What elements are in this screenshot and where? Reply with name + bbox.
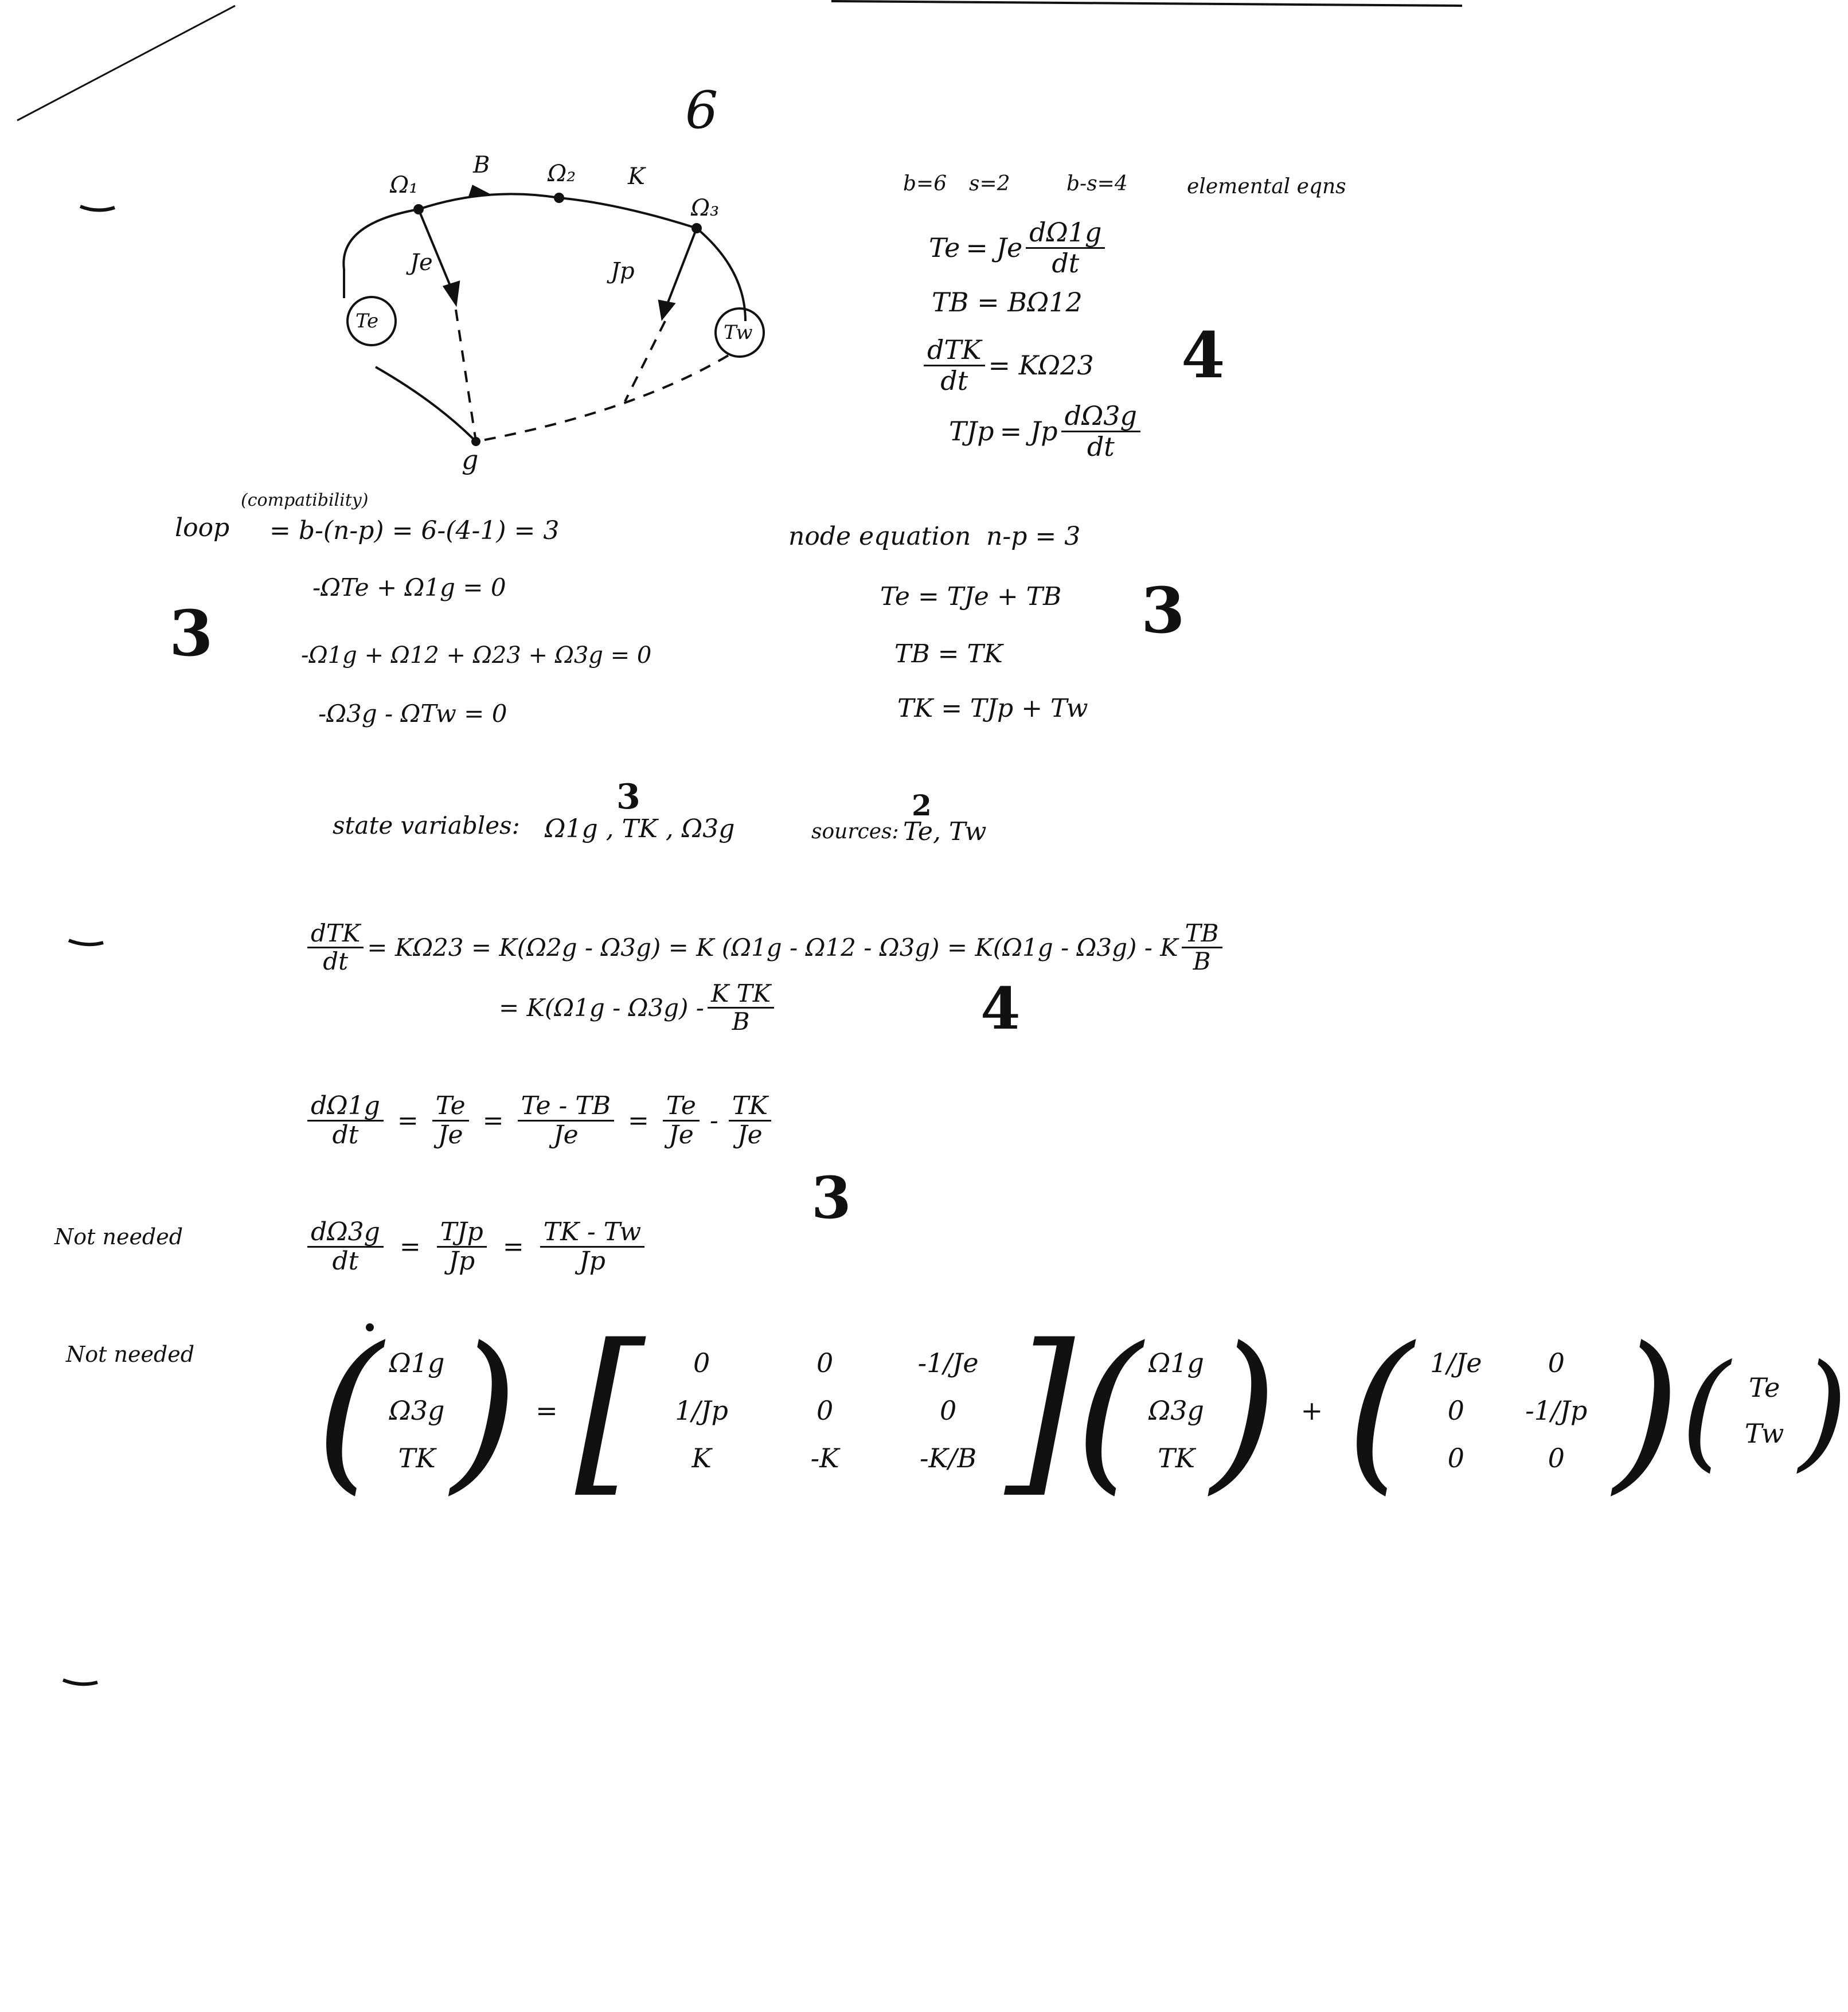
arrow-B (470, 186, 487, 195)
deriv2-f1-num: Te (432, 1092, 469, 1122)
state-space-equation (315, 1307, 1848, 1514)
x-open-paren: ( (1075, 1310, 1142, 1510)
deriv1-line2-num: K TK (708, 980, 774, 1009)
B-close-paren: ) (1613, 1310, 1681, 1510)
system-graph (343, 186, 764, 445)
element-label-K: K (628, 163, 645, 190)
node-label: node equation (788, 522, 971, 551)
deriv3-lhs-den: dt (332, 1247, 359, 1276)
lhs-entry: Ω1g (389, 1347, 445, 1378)
branch-B (419, 194, 559, 209)
loop-eq-2: -Ω1g + Ω12 + Ω23 + Ω3g = 0 (301, 642, 652, 669)
not-needed-note-1: Not needed (54, 1224, 183, 1249)
loop-count: = b-(n-p) = 6-(4-1) = 3 (269, 516, 560, 545)
deriv1-line2-frac (708, 980, 774, 1035)
x-entry: Ω1g (1148, 1347, 1205, 1378)
hole-punch-mark (63, 1680, 97, 1684)
node-eq-1: Te = TJe + TB (880, 582, 1062, 611)
eq1-frac (1026, 218, 1105, 278)
deriv-TK-line1 (304, 920, 1226, 975)
deriv-O1g (304, 1092, 775, 1150)
branch-Jp-ground (476, 355, 728, 442)
branch-K (559, 198, 697, 228)
deriv1-frac-num: TB (1182, 920, 1222, 948)
node-label-g: g (462, 444, 479, 475)
page-number: 6 (685, 80, 718, 140)
element-label-B: B (473, 152, 490, 178)
equals-sign: = (536, 1395, 558, 1426)
B-entry: -1/Jp (1525, 1394, 1588, 1426)
deriv2-f3 (663, 1092, 700, 1150)
B-col-1 (1413, 1339, 1499, 1482)
hole-punch-mark (80, 206, 115, 210)
A-close-bracket: ] (1005, 1307, 1075, 1514)
B-entry: 0 (1447, 1394, 1464, 1426)
deriv3-f1 (437, 1218, 487, 1276)
not-needed-note-2: Not needed (66, 1342, 195, 1367)
A-entry: 0 (939, 1394, 957, 1426)
deriv1-frac-den: B (1193, 947, 1211, 976)
source-label-Tw: Tw (724, 321, 753, 344)
A-entry: -K (810, 1443, 839, 1474)
loop-eq-1: -ΩTe + Ω1g = 0 (312, 573, 506, 601)
x-vector (1142, 1339, 1211, 1482)
node-3-dot (693, 224, 701, 232)
u-vector (1730, 1365, 1799, 1456)
eq3-num: dTK (924, 335, 985, 366)
deriv-TK-line2 (499, 980, 778, 1035)
eq4-num: dΩ3g (1061, 401, 1140, 432)
lhs-entry: TK (398, 1443, 436, 1474)
deriv1-lhs-frac (307, 920, 364, 975)
lhs-open-paren: ( (315, 1310, 383, 1510)
deriv3-f2-num: TK - Tw (540, 1218, 645, 1248)
deriv1-line2-den: B (732, 1007, 750, 1036)
branch-Te-upper (343, 209, 419, 298)
branch-Tw-upper (697, 228, 745, 321)
eq3-den: dt (940, 365, 968, 396)
deriv1-frac (1182, 920, 1222, 975)
branch-Te-lower (376, 367, 476, 442)
elemental-eq-1 (929, 218, 1108, 278)
lhs-close-paren: ) (451, 1310, 519, 1510)
elemental-eqns-label: elemental eqns (1187, 175, 1346, 198)
B-entry: 1/Je (1430, 1347, 1482, 1378)
deriv2-f2-den: Je (553, 1120, 579, 1150)
eq4-den: dt (1087, 431, 1115, 462)
deriv-O3g (304, 1218, 648, 1276)
node-label-1: Ω₁ (390, 172, 419, 198)
A-entry: -K/B (919, 1443, 977, 1474)
eq1-num: dΩ1g (1026, 218, 1105, 249)
A-entry: 0 (816, 1347, 834, 1378)
deriv1-lhs-num: dTK (307, 920, 364, 948)
score-deriv2: 3 (811, 1164, 851, 1232)
state-vars: Ω1g , TK , Ω3g (545, 814, 735, 843)
A-entry: 1/Jp (675, 1394, 728, 1426)
deriv2-minus: - (709, 1106, 718, 1136)
loop-eq-3: -Ω3g - ΩTw = 0 (318, 700, 507, 728)
x-close-paren: ) (1210, 1310, 1278, 1510)
B-open-paren: ( (1346, 1310, 1413, 1510)
node-label-3: Ω₃ (691, 195, 720, 221)
B-entry: 0 (1548, 1347, 1565, 1378)
elemental-eq-4 (949, 401, 1144, 461)
branch-Je-ground (456, 310, 476, 442)
score-node: 3 (1141, 573, 1185, 647)
score-loop: 3 (169, 596, 213, 670)
deriv1-rhs1: = KΩ23 = K(Ω2g - Ω3g) = K (Ω1g - Ω12 - Ω3g) = K(Ω1g - Ω3g) - K (367, 933, 1178, 962)
deriv2-lhs-frac (307, 1092, 384, 1150)
element-label-Je: Je (410, 249, 433, 276)
deriv3-f1-den: Jp (448, 1247, 475, 1276)
arrow-Jp (659, 301, 674, 318)
x-entry: TK (1158, 1443, 1195, 1474)
elemental-eq-2: TB = BΩ12 (932, 287, 1083, 318)
deriv2-eq3: = (628, 1106, 649, 1136)
u-entry: Te (1748, 1372, 1780, 1403)
eq3-frac (924, 335, 985, 395)
deriv2-f2-num: Te - TB (518, 1092, 615, 1122)
deriv3-f1-num: TJp (437, 1218, 487, 1248)
A-col-2 (759, 1339, 891, 1482)
deriv2-eq2: = (482, 1106, 504, 1136)
deriv2-eq1: = (397, 1106, 419, 1136)
deriv2-f3-den: Je (669, 1120, 694, 1150)
deriv1-lhs-den: dt (323, 947, 349, 976)
branch-Jp (665, 228, 697, 310)
loop-label: loop (175, 513, 230, 542)
deriv3-f2 (540, 1218, 645, 1276)
node-label-2: Ω₂ (548, 161, 576, 187)
node-count: n-p = 3 (986, 522, 1081, 551)
node-eq-3: TK = TJp + Tw (897, 694, 1088, 723)
top-right-stroke (831, 1, 1462, 6)
deriv3-eq2: = (502, 1232, 524, 1262)
deriv2-f1 (432, 1092, 469, 1150)
elemental-eq-3 (920, 335, 1094, 395)
node-2-dot (555, 194, 563, 202)
eq1-den: dt (1052, 247, 1080, 279)
deriv3-lhs-num: dΩ3g (307, 1218, 384, 1248)
state-label: state variables: (333, 811, 520, 839)
state-count: 3 (616, 777, 640, 817)
sources-count: 2 (912, 788, 932, 822)
B-col-2 (1499, 1339, 1613, 1482)
source-label-Te: Te (355, 310, 379, 333)
u-open-paren: ( (1681, 1337, 1730, 1484)
eq1-mid: = Je (966, 232, 1023, 264)
eq4-lhs: TJp (949, 416, 994, 447)
A-entry: 0 (816, 1394, 834, 1426)
A-entry: -1/Je (917, 1347, 979, 1378)
eq4-frac (1061, 401, 1140, 461)
loop-annotation: (compatibility) (241, 490, 369, 510)
deriv2-f4-den: Je (737, 1120, 763, 1150)
deriv2-f2 (518, 1092, 615, 1150)
u-close-paren: ) (1799, 1337, 1848, 1484)
branch-Jp-dashed (625, 321, 665, 401)
deriv2-lhs-den: dt (332, 1120, 359, 1150)
x-entry: Ω3g (1148, 1394, 1205, 1426)
A-entry: K (691, 1443, 712, 1474)
lhs-vector (382, 1339, 451, 1482)
score-deriv1: 4 (980, 975, 1021, 1042)
sources-label: sources: (811, 820, 899, 843)
sources-list: Te, Tw (903, 817, 987, 846)
eq1-lhs: Te (929, 232, 960, 264)
count-b: b=6 (903, 172, 947, 196)
A-col-1 (644, 1339, 759, 1482)
A-open-bracket: [ (575, 1307, 644, 1514)
deriv1-line2: = K(Ω1g - Ω3g) - (499, 994, 704, 1022)
count-b-minus-s: b-s=4 (1066, 172, 1128, 196)
eq4-mid: = Jp (999, 416, 1058, 447)
u-entry: Tw (1744, 1418, 1784, 1449)
deriv2-f1-den: Je (437, 1120, 463, 1150)
plus-sign: + (1300, 1395, 1323, 1426)
score-elemental: 4 (1181, 318, 1225, 392)
lhs-entry: Ω3g (389, 1394, 445, 1426)
deriv3-lhs-frac (307, 1218, 384, 1276)
node-1-dot (415, 205, 423, 213)
deriv2-f4-num: TK (729, 1092, 771, 1122)
node-eq-2: TB = TK (894, 639, 1003, 669)
deriv2-f4 (729, 1092, 771, 1150)
arrow-Je (444, 282, 459, 304)
eq3-rhs: = KΩ23 (988, 350, 1094, 381)
deriv3-eq1: = (399, 1232, 421, 1262)
A-entry: 0 (693, 1347, 710, 1378)
deriv2-lhs-num: dΩ1g (307, 1092, 384, 1122)
count-s: s=2 (969, 172, 1010, 196)
B-entry: 0 (1447, 1443, 1464, 1474)
top-left-stroke (17, 6, 235, 120)
deriv3-f2-den: Jp (579, 1247, 605, 1276)
B-entry: 0 (1548, 1443, 1565, 1474)
element-label-Jp: Jp (611, 258, 635, 284)
A-col-3 (891, 1339, 1006, 1482)
hole-punch-mark (69, 940, 103, 944)
deriv2-f3-num: Te (663, 1092, 700, 1122)
